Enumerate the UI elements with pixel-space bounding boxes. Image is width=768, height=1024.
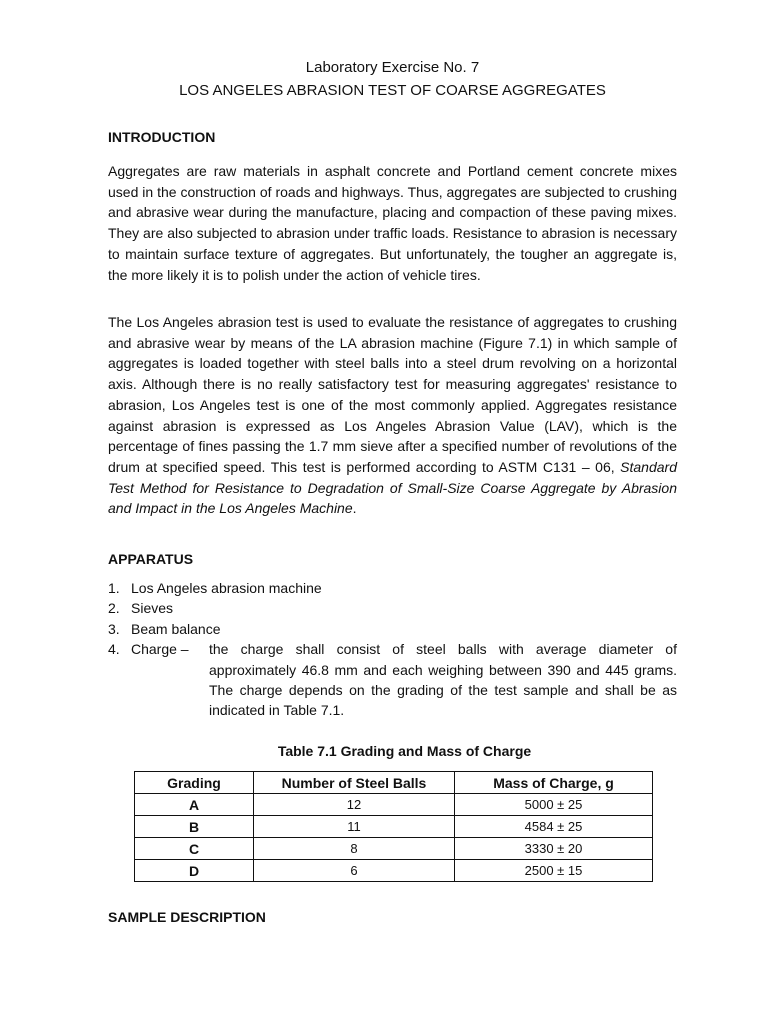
paragraph-2-text: The Los Angeles abrasion test is used to evaluate the resistance of aggregates to crushing and abrasive wear by means of the LA abrasion machine (Figure 7.1) in which sample of aggregates is loaded together with steel balls into a steel drum revolving on a horizontal axis. Although there is no really satisfactory test for measuring aggregates' resistance to abrasion, Los Angeles test is one of the most commonly applied. Aggregates resistance against abrasion is expressed as Los Angeles Abrasion Value (LAV), which is the percentage of fines passing the 1.7 mm sieve after a specified number of revolutions of the drum at specified speed. This test is performed according to ASTM C131 – 06, bbox=[108, 314, 677, 475]
introduction-paragraph-1: Aggregates are raw materials in asphalt concrete and Portland cement concrete mixes used in the construction of roads and highways. Thus, aggregates are subjected to crushing and abrasive wear during the manufacture, placing and compaction of these paving mixes. They are also subjected to abrasion under traffic loads. Resistance to abrasion is necessary to maintain surface texture of aggregates. But unfortunately, the tougher an aggregate is, the more likely it is to polish under the action of vehicle tires. bbox=[108, 163, 677, 283]
table-header-row bbox=[135, 772, 653, 794]
list-item bbox=[108, 619, 677, 639]
cell-balls: 12 bbox=[254, 794, 455, 816]
table-row bbox=[135, 794, 653, 816]
table-caption: Table 7.1 Grading and Mass of Charge bbox=[277, 743, 532, 759]
charge-first-text: the charge shall consist of steel balls with average diameter of bbox=[209, 641, 677, 658]
introduction-heading: INTRODUCTION bbox=[108, 129, 216, 145]
table-row bbox=[135, 838, 653, 860]
charge-description bbox=[131, 639, 677, 721]
list-item-charge bbox=[108, 639, 677, 721]
list-text: Los Angeles abrasion machine bbox=[131, 580, 322, 596]
list-number: 3. bbox=[108, 620, 120, 637]
sample-description-heading: SAMPLE DESCRIPTION bbox=[108, 909, 266, 925]
header-steel-balls: Number of Steel Balls bbox=[254, 772, 455, 794]
cell-mass: 2500 ± 15 bbox=[455, 860, 653, 882]
charge-continuation: approximately 46.8 mm and each weighing between 390 and 445 grams. The charge depends on the grading of the test sample and shall be as indicated in Table 7.1. bbox=[209, 661, 677, 719]
charge-first-line bbox=[131, 639, 677, 659]
table-row bbox=[135, 860, 653, 882]
list-item bbox=[108, 578, 677, 598]
list-item bbox=[108, 598, 677, 618]
cell-mass: 4584 ± 25 bbox=[455, 816, 653, 838]
list-text: Beam balance bbox=[131, 620, 221, 637]
cell-balls: 8 bbox=[254, 838, 455, 860]
apparatus-list bbox=[108, 578, 677, 721]
cell-grading: C bbox=[135, 838, 254, 860]
introduction-paragraph-2 bbox=[108, 312, 677, 519]
cell-balls: 11 bbox=[254, 816, 455, 838]
grading-table bbox=[134, 771, 653, 882]
table-row bbox=[135, 816, 653, 838]
cell-balls: 6 bbox=[254, 860, 455, 882]
header-grading: Grading bbox=[135, 772, 254, 794]
cell-grading: B bbox=[135, 816, 254, 838]
header-mass: Mass of Charge, g bbox=[455, 772, 653, 794]
cell-grading: D bbox=[135, 860, 254, 882]
apparatus-heading: APPARATUS bbox=[108, 551, 194, 567]
cell-mass: 5000 ± 25 bbox=[455, 794, 653, 816]
cell-mass: 3330 ± 20 bbox=[455, 838, 653, 860]
paragraph-2-end: . bbox=[352, 500, 357, 517]
exercise-title: Laboratory Exercise No. 7 bbox=[305, 59, 480, 76]
list-number: 4. bbox=[108, 641, 120, 658]
list-number: 2. bbox=[108, 600, 120, 617]
cell-grading: A bbox=[135, 794, 254, 816]
list-text: Sieves bbox=[131, 600, 174, 617]
charge-term: Charge – bbox=[131, 641, 189, 658]
exercise-subtitle: LOS ANGELES ABRASION TEST OF COARSE AGGREGATES bbox=[179, 82, 606, 99]
astm-standard-title: Standard Test Method for Resistance to Degradation of Small-Size Coarse Aggregate by Abrasion and Impact in the Los Angeles Machine bbox=[108, 458, 677, 517]
list-number: 1. bbox=[108, 580, 120, 596]
